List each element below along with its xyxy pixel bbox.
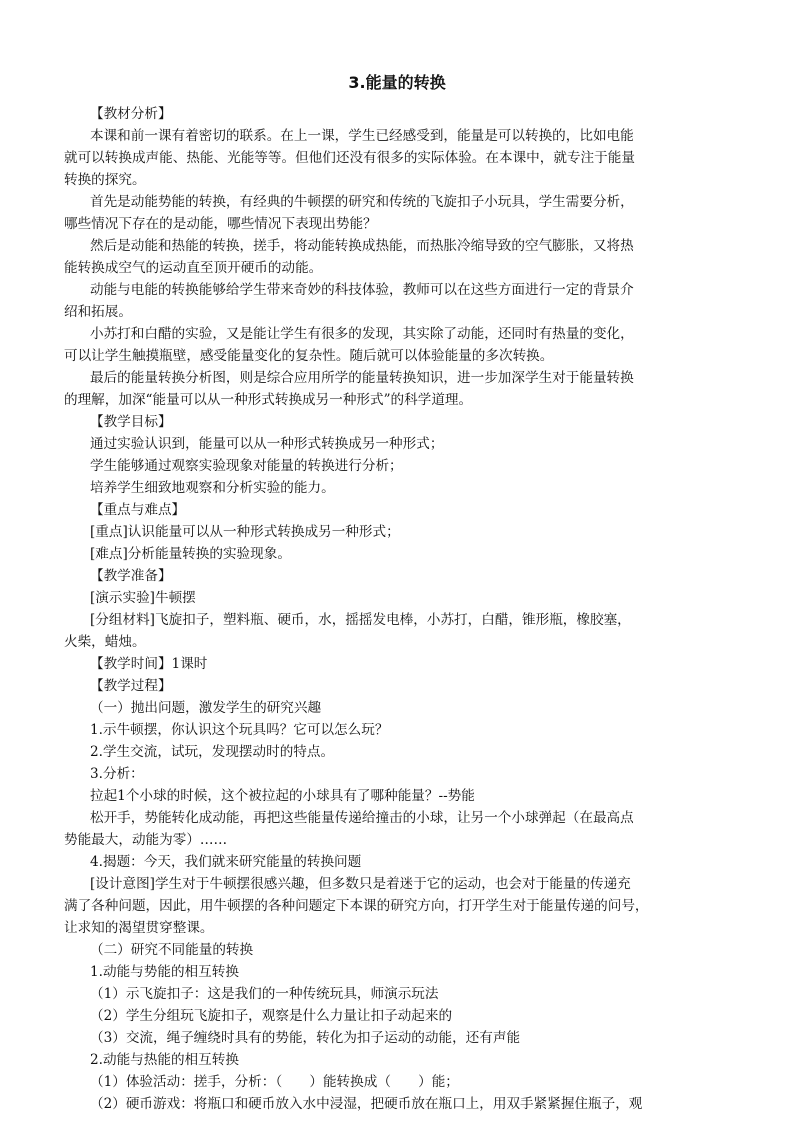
document-line: 动能与电能的转换能够给学生带来奇妙的科技体验，教师可以在这些方面进行一定的背景介: [90, 282, 634, 298]
document-line: 松开手，势能转化成动能，再把这些能量传递给撞击的小球，让另一个小球弹起（在最高点: [90, 810, 634, 826]
document-line: 本课和前一课有着密切的联系。在上一课，学生已经感受到，能量是可以转换的，比如电能: [90, 128, 634, 144]
document-line: 【重点与难点】: [90, 502, 186, 518]
document-line: 1.动能与势能的相互转换: [90, 964, 239, 980]
document-line: [分组材料]飞旋扣子，塑料瓶、硬币，水，摇摇发电棒，小苏打，白醋，锥形瓶，橡胶塞，: [90, 612, 631, 628]
document-line: 首先是动能势能的转换，有经典的牛顿摆的研究和传统的飞旋扣子小玩具，学生需要分析，: [90, 194, 634, 210]
document-line: （3）交流，绳子缠绕时具有的势能，转化为扣子运动的动能，还有声能: [90, 1030, 521, 1046]
document-line: 能转换成空气的运动直至顶开硬币的动能。: [64, 260, 323, 276]
document-line: 2.动能与热能的相互转换: [90, 1052, 239, 1068]
document-line: （一）抛出问题，激发学生的研究兴趣: [90, 700, 322, 716]
document-line: 最后的能量转换分析图，则是综合应用所学的能量转换知识，进一步加深学生对于能量转换: [90, 370, 634, 386]
document-line: （二）研究不同能量的转换: [90, 942, 254, 958]
document-line: [重点]认识能量可以从一种形式转换成另一种形式；: [90, 524, 400, 540]
document-line: （1）体验活动：搓手，分析：（ ）能转换成（ ）能；: [90, 1074, 459, 1090]
document-line: 1.示牛顿摆，你认识这个玩具吗？它可以怎么玩？: [90, 722, 389, 738]
document-line: （2）学生分组玩飞旋扣子，观察是什么力量让扣子动起来的: [90, 1008, 453, 1024]
document-line: 让求知的渴望贯穿整课。: [64, 920, 214, 936]
document-line: 满了各种问题，因此，用牛顿摆的各种问题定下本课的研究方向，打开学生对于能量传递的问号，: [64, 898, 649, 914]
document-line: [难点]分析能量转换的实验现象。: [90, 546, 291, 562]
document-line: 就可以转换成声能、热能、光能等等。但他们还没有很多的实际体验。在本课中，就专注于能量: [64, 150, 635, 166]
document-line: （2）硬币游戏：将瓶口和硬币放入水中浸湿，把硬币放在瓶口上，用双手紧紧握住瓶子，观: [90, 1096, 643, 1112]
document-line: 【教材分析】: [90, 106, 172, 122]
document-line: 小苏打和白醋的实验，又是能让学生有很多的发现，其实除了动能，还同时有热量的变化，: [90, 326, 634, 342]
document-line: 培养学生细致地观察和分析实验的能力。: [90, 480, 335, 496]
document-line: [设计意图]学生对于牛顿摆很感兴趣，但多数只是着迷于它的运动，也会对于能量的传递充: [90, 876, 631, 892]
document-line: 势能最大，动能为零）……: [64, 832, 228, 848]
document-line: 拉起1个小球的时候，这个被拉起的小球具有了哪种能量？--势能: [90, 788, 475, 804]
document-line: 4.揭题：今天，我们就来研究能量的转换问题: [90, 854, 362, 870]
document-line: （1）示飞旋扣子：这是我们的一种传统玩具，师演示玩法: [90, 986, 439, 1002]
document-line: 【教学目标】: [90, 414, 172, 430]
document-line: 的理解，加深“能量可以从一种形式转换成另一种形式”的科学道理。: [64, 392, 473, 408]
document-line: 火柴，蜡烛。: [64, 634, 146, 650]
document-line: 转换的探究。: [64, 172, 146, 188]
document-line: 学生能够通过观察实验现象对能量的转换进行分析；: [90, 458, 403, 474]
document-line: 【教学时间】1课时: [90, 656, 208, 672]
document-line: 哪些情况下存在的是动能，哪些情况下表现出势能？: [64, 216, 377, 232]
document-line: 绍和拓展。: [64, 304, 132, 320]
document-line: 通过实验认识到，能量可以从一种形式转换成另一种形式；: [90, 436, 444, 452]
document-body: [64, 103, 736, 1115]
document-line: 然后是动能和热能的转换，搓手，将动能转换成热能，而热胀冷缩导致的空气膨胀，又将热: [90, 238, 634, 254]
document-line: 2.学生交流，试玩，发现摆动时的特点。: [90, 744, 335, 760]
document-title: 3.能量的转换: [348, 73, 446, 92]
document-line: 【教学准备】: [90, 568, 172, 584]
document-line: 3.分析：: [90, 766, 144, 782]
document-line: 【教学过程】: [90, 678, 172, 694]
document-line: 可以让学生触摸瓶壁，感受能量变化的复杂性。随后就可以体验能量的多次转换。: [64, 348, 554, 364]
document-line: [演示实验]牛顿摆: [90, 590, 196, 606]
